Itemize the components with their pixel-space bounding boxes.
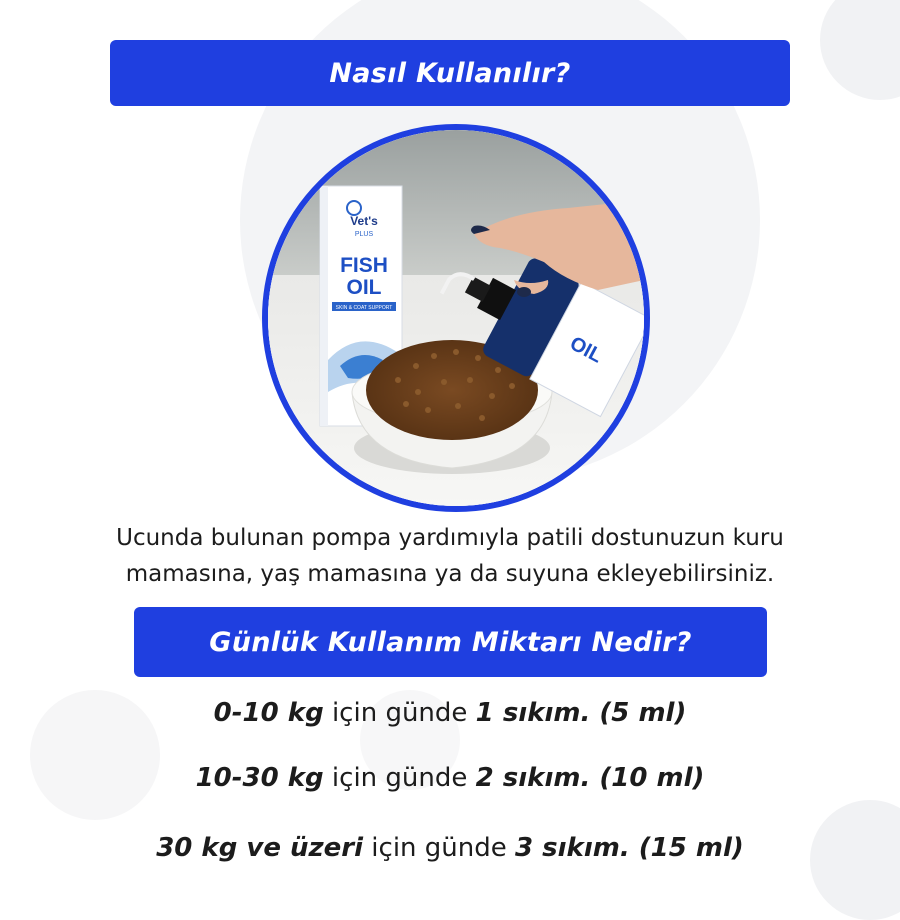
dose-amount: 2 sıkım. (10 ml): [475, 763, 705, 793]
dose-weight: 30 kg ve üzeri: [156, 833, 364, 863]
product-illustration: [268, 130, 644, 506]
product-name-line2: OIL: [346, 276, 382, 299]
description-line-2: mamasına, yaş mamasına ya da suyuna ekleyebilirsiniz.: [125, 561, 775, 587]
product-name-line1: FISH: [340, 254, 388, 277]
daily-usage-title: Günlük Kullanım Miktarı Nedir?: [209, 626, 692, 658]
daily-usage-banner: [134, 607, 767, 677]
product-photo: [262, 124, 650, 512]
description-line-1: Ucunda bulunan pompa yardımıyla patili dostunuzun kuru: [116, 525, 784, 551]
dose-row: [0, 763, 900, 793]
usage-description: [60, 520, 840, 592]
dose-middle: için günde: [363, 833, 516, 863]
product-tag: SKIN & COAT SUPPORT: [335, 305, 393, 311]
dose-row: [0, 833, 900, 863]
dose-weight: 0-10 kg: [213, 698, 324, 728]
dose-middle: için günde: [323, 698, 476, 728]
how-to-use-banner: [110, 40, 790, 106]
background-circle-top-right: [820, 0, 900, 100]
dose-row: [0, 698, 900, 728]
how-to-use-title: Nasıl Kullanılır?: [329, 57, 571, 89]
dose-middle: için günde: [323, 763, 476, 793]
dose-weight: 10-30 kg: [195, 763, 324, 793]
brand-label: Vet's: [350, 214, 378, 228]
bottle-label: OIL: [566, 332, 606, 368]
dose-amount: 1 sıkım. (5 ml): [475, 698, 687, 728]
dose-amount: 3 sıkım. (15 ml): [515, 833, 744, 863]
brand-sub-label: PLUS: [354, 231, 374, 238]
